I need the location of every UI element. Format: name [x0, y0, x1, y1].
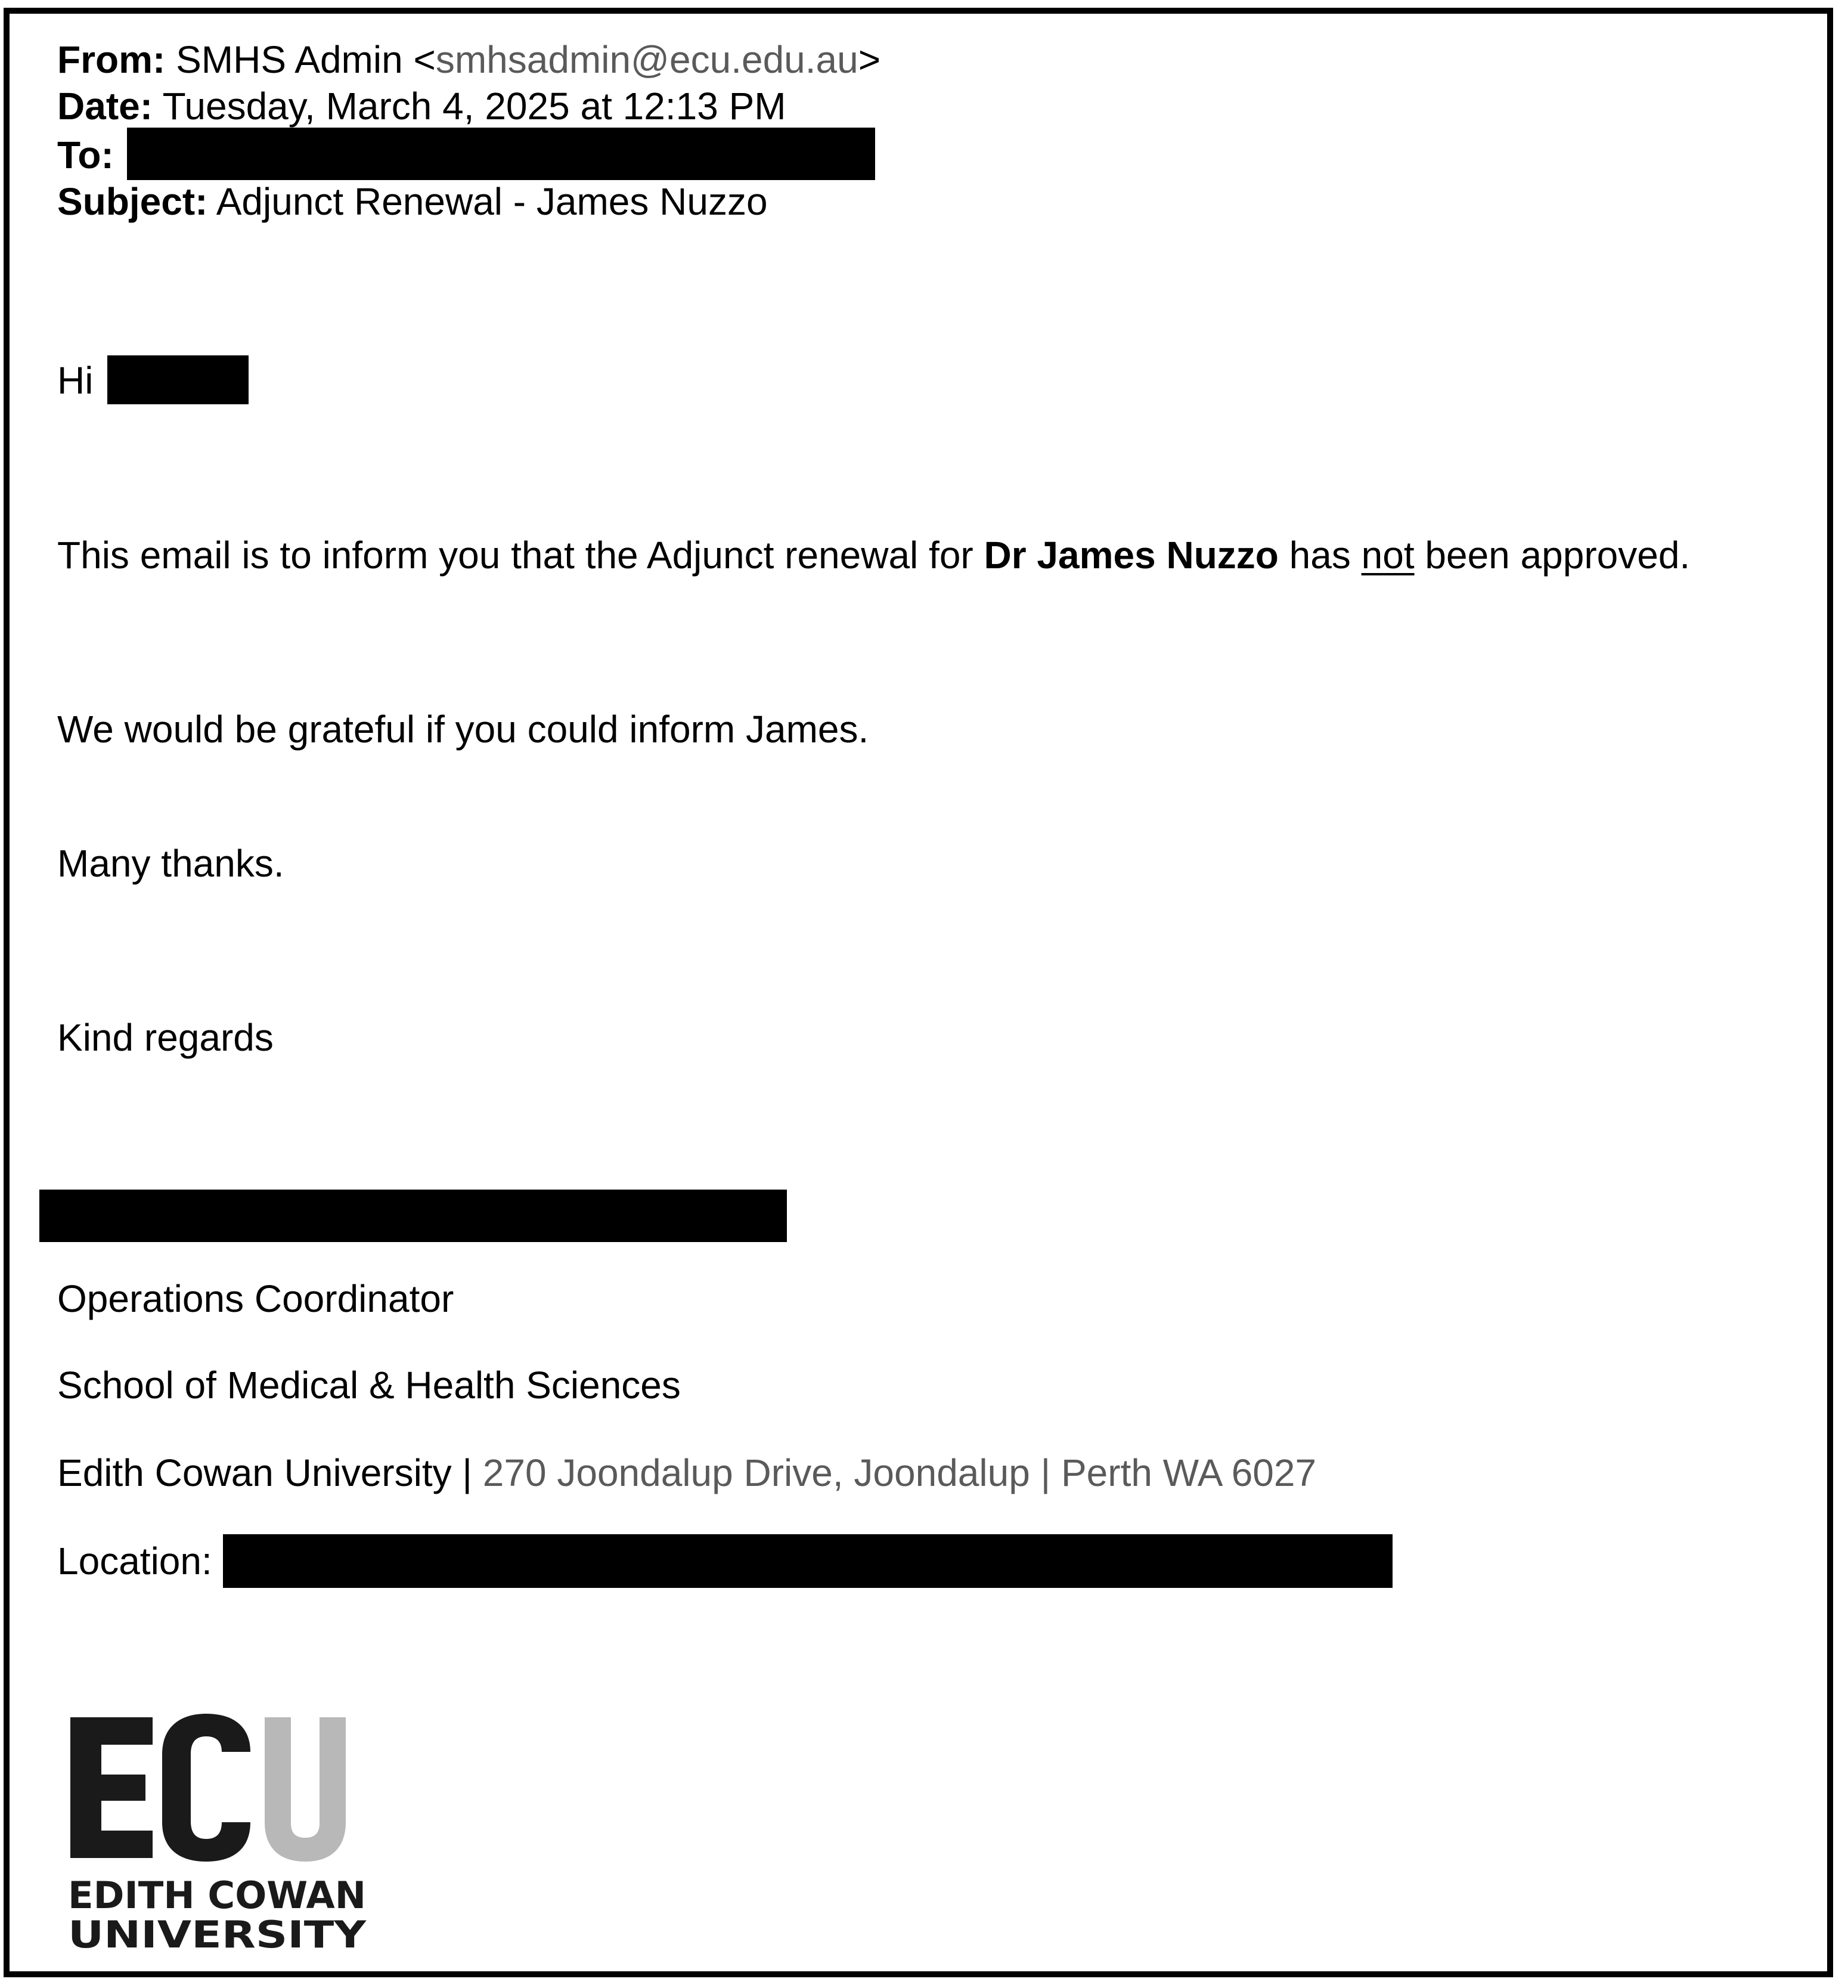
- ecu-logo: [66, 1705, 376, 1956]
- signature-university: Edith Cowan University |: [57, 1451, 472, 1494]
- logo-text-line2: UNIVERSITY: [68, 1913, 367, 1956]
- location-label: Location:: [57, 1540, 212, 1583]
- from-bracket-open: <: [413, 38, 436, 81]
- body-paragraph-2: [57, 707, 869, 752]
- signature-school: [57, 1363, 681, 1408]
- signature-address: 270 Joondalup Drive, Joondalup | Perth WA 6027: [482, 1451, 1317, 1494]
- location-redaction: [223, 1534, 1393, 1588]
- to-redaction: [127, 128, 875, 180]
- from-bracket-close: >: [858, 38, 881, 81]
- body-paragraph-1: [57, 532, 1690, 578]
- body-paragraph-3: [57, 841, 284, 886]
- body-line1-pre: This email is to inform you that the Adjunct renewal for: [57, 534, 973, 577]
- signature-title-text: Operations Coordinator: [57, 1277, 454, 1320]
- greeting-text: Hi: [57, 359, 94, 402]
- subject-value: Adjunct Renewal - James Nuzzo: [216, 180, 768, 223]
- from-label: From:: [57, 38, 166, 81]
- to-label: To:: [57, 134, 114, 176]
- subject-line: [57, 179, 768, 224]
- from-line: [57, 37, 880, 82]
- date-value: Tuesday, March 4, 2025 at 12:13 PM: [162, 85, 786, 128]
- signature-name-redaction: [39, 1190, 787, 1242]
- body-line3: Many thanks.: [57, 842, 284, 885]
- closing-text: Kind regards: [57, 1016, 274, 1059]
- closing-line: [57, 1015, 274, 1060]
- body-line2: We would be grateful if you could inform James.: [57, 708, 869, 751]
- date-line: [57, 83, 786, 129]
- signature-school-text: School of Medical & Health Sciences: [57, 1364, 681, 1407]
- signature-title: [57, 1276, 454, 1321]
- body-line1-post: been approved.: [1425, 534, 1691, 577]
- logo-letter-e: [70, 1717, 153, 1858]
- greeting-redaction: [107, 355, 249, 404]
- document-frame: [4, 8, 1833, 1977]
- date-label: Date:: [57, 85, 153, 128]
- greeting-line: [57, 358, 93, 403]
- from-name: SMHS Admin: [176, 38, 403, 81]
- body-line1-not: not: [1361, 534, 1415, 577]
- signature-location-line: [57, 1538, 212, 1584]
- logo-letter-u: [265, 1717, 346, 1862]
- from-email-link[interactable]: smhsadmin@ecu.edu.au: [435, 38, 858, 81]
- logo-letter-c: [162, 1714, 250, 1862]
- signature-university-line: [57, 1450, 1316, 1495]
- logo-text-line1: EDITH COWAN: [68, 1874, 366, 1917]
- body-line1-name: Dr James Nuzzo: [984, 534, 1279, 577]
- to-line: [57, 132, 114, 178]
- body-line1-mid: has: [1289, 534, 1351, 577]
- subject-label: Subject:: [57, 180, 208, 223]
